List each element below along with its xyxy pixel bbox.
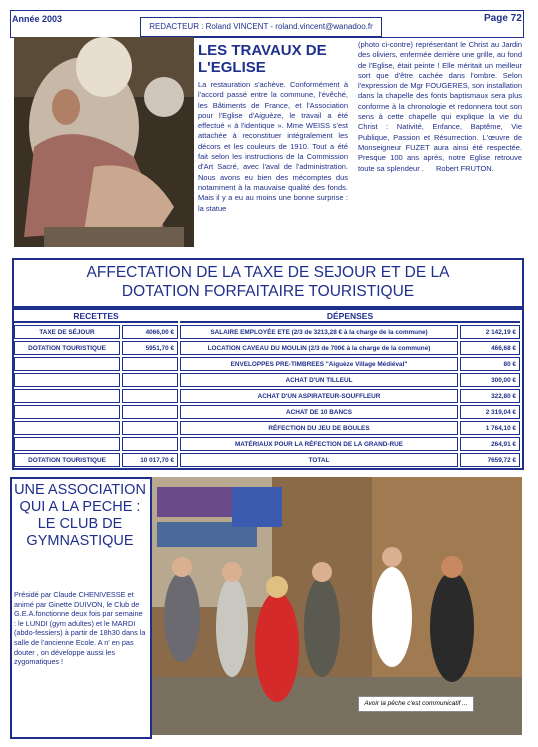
depense-amount: 2 142,19 € <box>460 325 520 339</box>
budget-header-row <box>14 310 520 323</box>
recette-amount: 10 017,70 € <box>122 453 178 467</box>
recette-label <box>14 373 120 387</box>
table-row <box>14 325 520 339</box>
recette-amount <box>122 389 178 403</box>
depense-label: SALAIRE EMPLOYÉE ETE (2/3 de 3213,28 € à la charge de la commune) <box>180 325 458 339</box>
table-row <box>14 437 520 451</box>
depense-label: TOTAL <box>180 453 458 467</box>
recette-label <box>14 357 120 371</box>
depense-amount: 1 764,10 € <box>460 421 520 435</box>
table-row <box>14 373 520 387</box>
tax-title-box <box>12 258 524 308</box>
depense-label: ACHAT D'UN TILLEUL <box>180 373 458 387</box>
table-row <box>14 341 520 355</box>
table-row <box>14 421 520 435</box>
article-title: LES TRAVAUX DE L'EGLISE <box>198 42 327 76</box>
recette-label <box>14 421 120 435</box>
recette-label: DOTATION TOURISTIQUE <box>14 453 120 467</box>
depense-amount: 300,00 € <box>460 373 520 387</box>
tax-title-line1: AFFECTATION DE LA TAXE DE SEJOUR ET DE LA <box>86 264 450 281</box>
depense-amount: 264,91 € <box>460 437 520 451</box>
recette-label <box>14 437 120 451</box>
editor-line: REDACTEUR : Roland VINCENT - roland.vincent@wanadoo.fr <box>140 17 382 37</box>
article-signature: Robert FRUTON. <box>435 163 494 173</box>
recette-label <box>14 389 120 403</box>
photo-caption: Avoir la pêche c'est communicatif ... <box>358 696 474 712</box>
association-title: UNE ASSOCIATION QUI A LA PECHE : LE CLUB DE GYMNASTIQUE <box>14 482 146 549</box>
recette-amount <box>122 437 178 451</box>
depense-amount: 322,80 € <box>460 389 520 403</box>
depenses-header: DÉPENSES <box>180 310 520 323</box>
tax-title <box>14 263 522 301</box>
recette-amount <box>122 405 178 419</box>
depense-label: LOCATION CAVEAU DU MOULIN (2/3 de 700€ à la charge de la commune) <box>180 341 458 355</box>
recette-amount <box>122 357 178 371</box>
depense-amount: 2 319,04 € <box>460 405 520 419</box>
association-body: Présidé par Claude CHENIVESSE et animé par Ginette DUIVON, le Club de G.E.A.fonctionne deux fois par semaine : le LUNDI (gym adultes) et le MARDI (abdo-fessiers) à partir de 18h30 dans la salle de l'ancienne Ecole. A n' en pas douter , on développe aussi les zygomatiques ! <box>14 590 146 667</box>
recette-label: TAXE DE SÉJOUR <box>14 325 120 339</box>
article-column-1: La restauration s'achève. Conformément à l'accord passé entre la commune, l'évêché, les Bâtiments de France, et l'Association pour l'Eglise d'Aiguèze, le travail a été effectué « à l'identique ». Mme WEISS s'est attachée à reconstituer intégralement les décors et les couleurs de 1910. Tout a été fait selon les instructions de la Commission d'Art Sacré, avec l'aval de l'administration. Nous avons eu bien des mécomptes dus notamment à la mauvaise qualité des fonds. Mais il y a eu au moins une bonne surprise : la statue <box>198 80 348 213</box>
depense-amount: 466,68 € <box>460 341 520 355</box>
article-column-2-text: (photo ci-contre) représentant le Christ au Jardin des oliviers, enfermée derrière une grille, au fond de l'Eglise, était peinte ! Elle méritait un meilleur sort que d'être cachée dans l'ombre. Selon l'expression de Mgr FOUGERES, son installation dans la chapelle des fonts baptismaux sera plus conforme à la chronologie et redonnera tout son sens à cette chapelle qui explique la vie du Christ : Nativité, Enfance, Baptême, Vie Publique, Passion et Résurrection. L'œuvre de Monseigneur FUZET aura ainsi été respectée. Presque 100 ans après, notre Eglise retrouve toute sa splendeur . <box>358 40 522 173</box>
recette-amount: 4066,00 € <box>122 325 178 339</box>
depense-label: ENVELOPPES PRE-TIMBREES "Aiguèze Village Médiéval" <box>180 357 458 371</box>
depense-label: ACHAT D'UN ASPIRATEUR-SOUFFLEUR <box>180 389 458 403</box>
recette-amount: 5951,70 € <box>122 341 178 355</box>
depense-label: MATÉRIAUX POUR LA RÉFECTION DE LA GRAND-RUE <box>180 437 458 451</box>
page-number: Page 72 <box>484 13 522 24</box>
recette-label <box>14 405 120 419</box>
recettes-header: RECETTES <box>14 310 178 323</box>
recette-amount <box>122 421 178 435</box>
recette-label: DOTATION TOURISTIQUE <box>14 341 120 355</box>
issue-year: Année 2003 <box>12 14 63 24</box>
recette-amount <box>122 373 178 387</box>
budget-table <box>12 308 522 469</box>
depense-label: RÉFECTION DU JEU DE BOULES <box>180 421 458 435</box>
table-row <box>14 389 520 403</box>
table-row <box>14 357 520 371</box>
church-statue-photo <box>14 37 194 247</box>
depense-amount: 7659,72 € <box>460 453 520 467</box>
depense-amount: 80 € <box>460 357 520 371</box>
tax-title-line2: DOTATION FORFAITAIRE TOURISTIQUE <box>121 283 415 300</box>
table-row-total <box>14 453 520 467</box>
article-column-2 <box>358 40 522 174</box>
depense-label: ACHAT DE 10 BANCS <box>180 405 458 419</box>
table-row <box>14 405 520 419</box>
